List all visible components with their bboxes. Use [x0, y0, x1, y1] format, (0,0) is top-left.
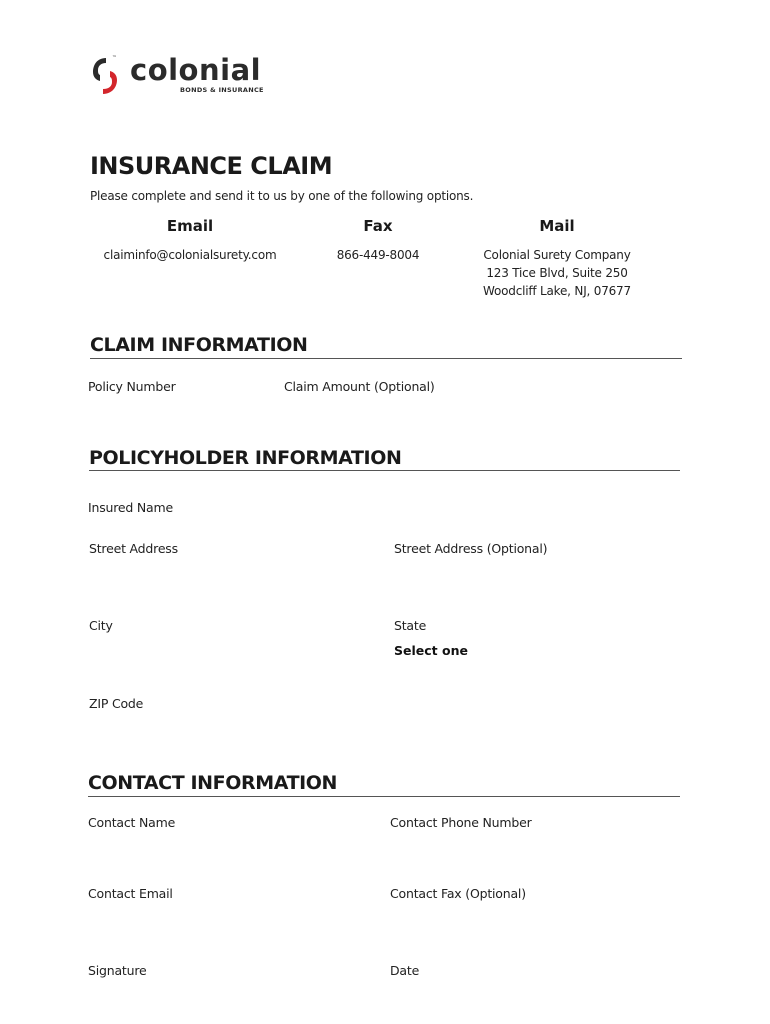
colonial-logo-mark-icon: [90, 55, 120, 97]
street-address-field[interactable]: Street Address: [89, 541, 178, 556]
contact-email-field[interactable]: Contact Email: [88, 886, 173, 901]
mail-option-heading: Mail: [539, 217, 575, 235]
fax-number: 866-449-8004: [336, 248, 420, 262]
date-field[interactable]: Date: [390, 963, 420, 978]
logo-tagline: BONDS & INSURANCE: [180, 86, 264, 94]
page-title: INSURANCE CLAIM: [90, 152, 333, 180]
mail-address-line: 123 Tice Blvd, Suite 250: [486, 266, 628, 280]
fax-option-heading: Fax: [363, 217, 393, 235]
state-label: State: [394, 618, 427, 633]
logo-wordmark: colonial: [130, 53, 262, 87]
zip-code-field[interactable]: ZIP Code: [89, 696, 144, 711]
mail-address-line: Woodcliff Lake, NJ, 07677: [483, 284, 631, 298]
city-field[interactable]: City: [89, 618, 113, 633]
mail-address-line: Colonial Surety Company: [483, 248, 631, 262]
street-address-optional-field[interactable]: Street Address (Optional): [394, 541, 548, 556]
section-divider: [89, 470, 680, 471]
section-divider: [90, 358, 682, 359]
policy-number-field[interactable]: Policy Number: [88, 379, 176, 394]
insured-name-field[interactable]: Insured Name: [88, 500, 173, 515]
section-divider: [88, 796, 680, 797]
contact-information-heading: CONTACT INFORMATION: [88, 772, 338, 794]
email-option-heading: Email: [166, 217, 214, 235]
claim-information-heading: CLAIM INFORMATION: [90, 334, 308, 356]
mail-address: [447, 246, 667, 300]
signature-field[interactable]: Signature: [88, 963, 147, 978]
claim-email-address[interactable]: claiminfo@colonialsurety.com: [103, 248, 277, 262]
trademark-symbol: ™: [112, 55, 117, 61]
company-logo: [90, 55, 270, 97]
policyholder-information-heading: POLICYHOLDER INFORMATION: [89, 447, 402, 469]
page-subtitle: Please complete and send it to us by one of the following options.: [90, 189, 474, 203]
contact-name-field[interactable]: Contact Name: [88, 815, 176, 830]
claim-amount-field[interactable]: Claim Amount (Optional): [284, 379, 435, 394]
contact-phone-field[interactable]: Contact Phone Number: [390, 815, 532, 830]
contact-fax-field[interactable]: Contact Fax (Optional): [390, 886, 526, 901]
state-select[interactable]: Select one: [394, 643, 468, 658]
